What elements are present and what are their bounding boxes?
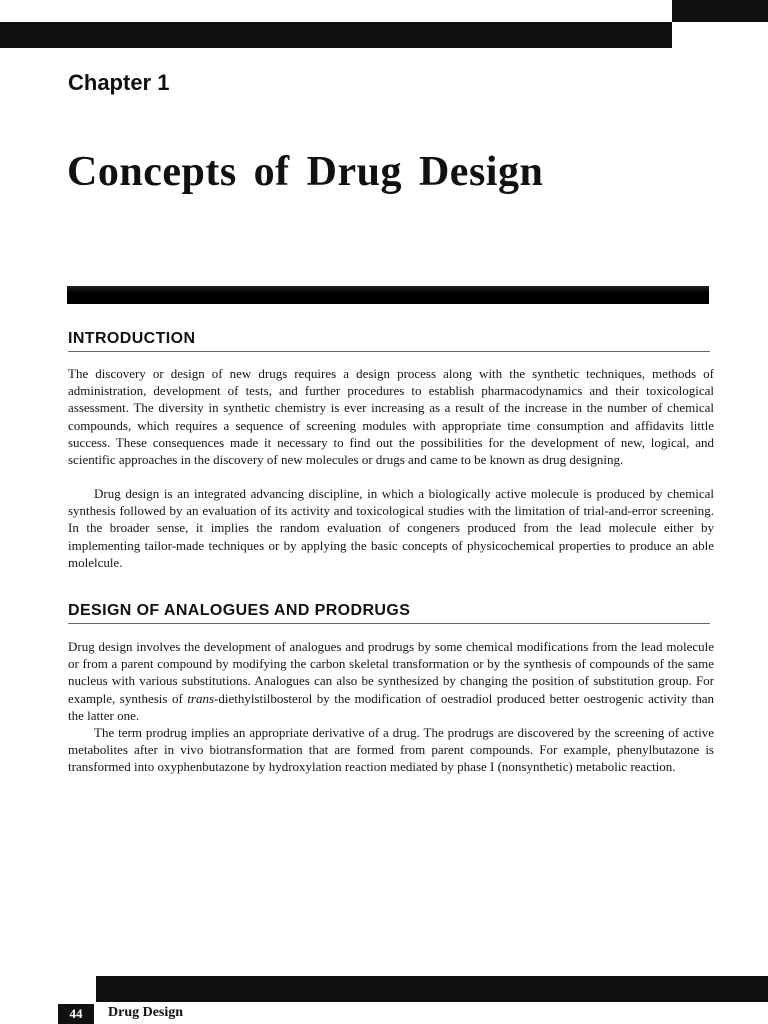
paragraph: The discovery or design of new drugs requires a design process along with the synthetic techniques, methods of administration, development of tests, and further procedures to establish pharmacodynamics and their toxicological assessment. The diversity in synthetic chemistry is ever increasing as a result of the increase in the number of chemical compounds, which requires a sequence of screening modules with appropriate time consumption and affidavits little success. These consequences made it necessary to find out the possibilities for the development of new, logical, and scientific approaches in the discovery of new molecules or drugs and came to be known as drug designing. [68,366,714,468]
paragraph [68,638,714,724]
footer-gap [0,976,96,1002]
section-heading-analogues-prodrugs: DESIGN OF ANALOGUES AND PRODRUGS [68,602,710,624]
italic-term: trans [187,690,215,706]
section-heading-introduction: INTRODUCTION [68,330,710,352]
paragraph-text: -diethylstilbosterol by the modification of oestradiol produced better oestrogenic activity than the latter one. [68,690,714,723]
paragraph: Drug design is an integrated advancing discipline, in which a biologically active molecule is produced by chemical synthesis followed by an evaluation of its activity and toxicological studies with the limitation of trial-and-error screening. In the broader sense, it implies the random evaluation of congeners produced from the lead molecule either by implementing tailor-made techniques or by applying the basic concepts of physicochemical properties to produce an able molelcule. [68,486,714,570]
header-bar [0,22,672,48]
title-rule [67,286,709,304]
running-title: Drug Design [108,1005,184,1020]
corner-block [672,0,768,22]
paragraph: The term prodrug implies an appropriate derivative of a drug. The prodrugs are discovered by the screening of active metabolites after in vivo biotransformation that are formed from parent compounds. For example, phenylbutazone is transformed into oxyphenbutazone by hydroxylation reaction mediated by phase I (nonsynthetic) metabolic reaction. [68,725,714,775]
chapter-title: Concepts of Drug Design [67,149,544,195]
footer-bar [96,976,768,1002]
paragraph-text: Drug design involves the development of analogues and prodrugs by some chemical modifications from the lead molecule or from a parent compound by modifying the carbon skeletal transformation or by the synthesis of compounds of the same nucleus with various substitutions. Analogues can also be synthesized by changing the position of substitution group. For example, synthesis of [68,639,714,706]
header-bar-gap [672,22,768,48]
chapter-label: Chapter 1 [68,70,170,95]
page-number: 44 [69,1006,83,1021]
